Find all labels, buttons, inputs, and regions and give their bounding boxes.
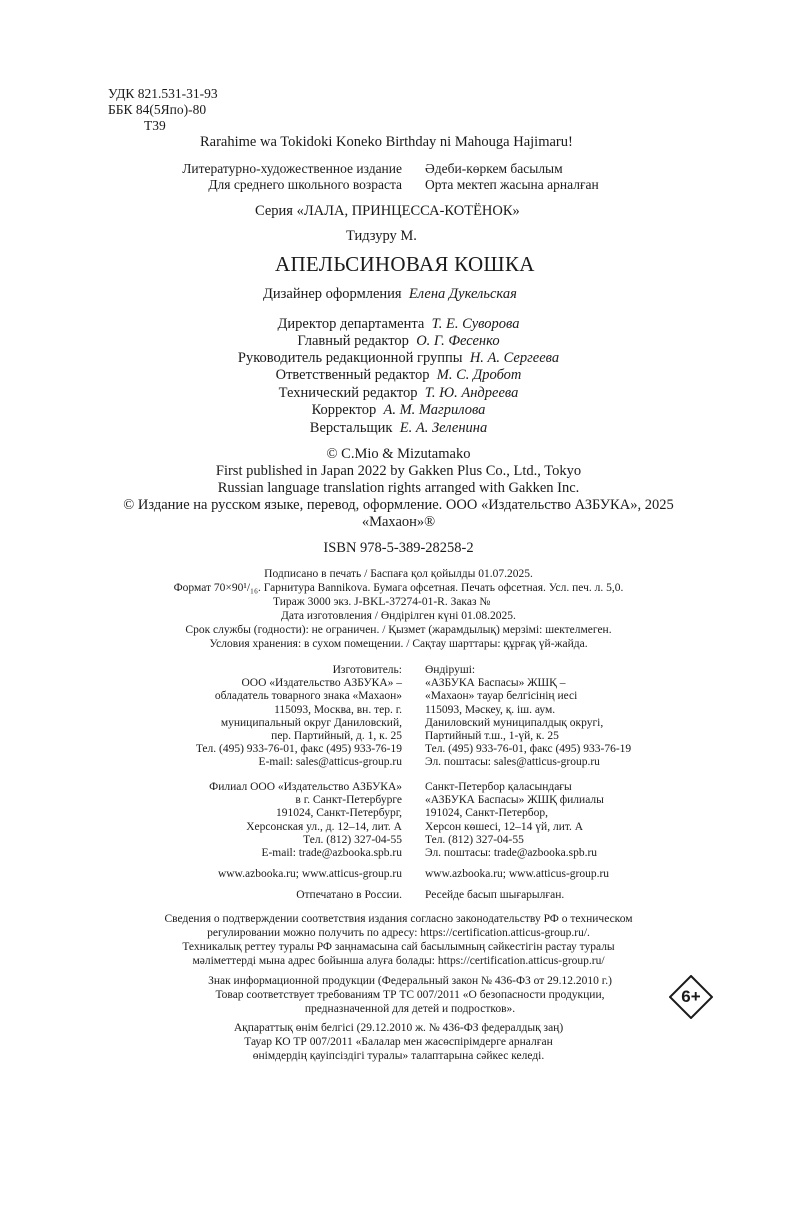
info-sign-ru-line: Знак информационной продукции (Федеральный закон № 436-ФЗ от 29.12.2010 г.) xyxy=(208,975,612,987)
info-sign-ru-line: Товар соответствует требованиям ТР ТС 007/2011 «О безопасности продукции, xyxy=(215,989,605,1001)
audience-kz: Орта мектеп жасына арналған xyxy=(425,177,599,192)
certification-line: мәліметтерді мына адрес бойынша алуға болады: https://certification.atticus-group.ru/ xyxy=(192,955,605,967)
print-info-line: Тираж 3000 экз. J-BKL-37274-01-R. Заказ № xyxy=(273,596,491,608)
certification-line: Сведения о подтверждении соответствия издания согласно законодательству РФ о техническом xyxy=(164,913,633,925)
copyright-line-3: Russian language translation rights arranged with Gakken Inc. xyxy=(217,480,580,496)
author-mark: Т39 xyxy=(144,118,166,133)
info-sign-kz-line: өнімдердің қауіпсіздігі туралы» талаптарына сәйкес келеді. xyxy=(252,1050,545,1062)
branch-kz: Санкт-Петербор қаласындағы «АЗБУКА Баспасы» ЖШҚ филиалы 191024, Санкт-Петербор, Херсон көшесі, 12–14 үй, лит. А Тел. (812) 327-04-55 Эл. поштасы: trade@azbooka.spb.ru xyxy=(425,781,604,859)
info-sign-ru-line: предназначенной для детей и подростков». xyxy=(304,1003,516,1015)
original-title: Rarahime wa Tokidoki Koneko Birthday ni Mahouga Hajimaru! xyxy=(200,134,573,150)
print-info-line: Условия хранения: в сухом помещении. / Сақтау шарттары: құрғақ үй-жайда. xyxy=(209,638,588,650)
age-rating-label: 6+ xyxy=(681,987,701,1006)
author-name: Тидзуру М. xyxy=(346,228,417,244)
print-info-line: Формат 70×90¹/₁₆. Гарнитура Bannikova. Бумага офсетная. Печать офсетная. Усл. печ. л. 5,0. xyxy=(173,582,624,594)
copyright-line-2: First published in Japan 2022 by Gakken Plus Co., Ltd., Tokyo xyxy=(215,463,582,479)
audience-ru: Для среднего школьного возраста xyxy=(208,177,402,192)
info-sign-kz-line: Ақпараттық өнім белгісі (29.12.2010 ж. № 436-ФЗ федералдық заң) xyxy=(233,1022,564,1034)
copyright-line-1: © C.Mio & Mizutamako xyxy=(326,446,471,462)
credit-line: Директор департамента Т. Е. Суворова xyxy=(277,316,520,332)
udk-code: УДК 821.531-31-93 xyxy=(108,86,218,101)
series-line: Серия «ЛАЛА, ПРИНЦЕССА-КОТЁНОК» xyxy=(255,203,520,219)
branch-ru: Филиал ООО «Издательство АЗБУКА» в г. Санкт-Петербурге 191024, Санкт-Петербург, Херсонская ул., д. 12–14, лит. А Тел. (812) 327-04-55 E-mail: trade@azbooka.spb.ru xyxy=(209,781,402,859)
credit-line: Корректор А. М. Магрилова xyxy=(311,402,486,418)
book-title: АПЕЛЬСИНОВАЯ КОШКА xyxy=(275,252,535,276)
isbn: ISBN 978-5-389-28258-2 xyxy=(323,540,474,556)
bbk-code: ББК 84(5Япо)-80 xyxy=(108,102,207,117)
certification-line: Техникалық реттеу туралы РФ заңнамасына сай басылымның сәйкестігін растау туралы xyxy=(182,941,615,953)
edition-type-kz: Әдеби-көркем басылым xyxy=(425,161,563,176)
credit-line: Ответственный редактор М. С. Дробот xyxy=(275,367,522,383)
print-info-line: Срок службы (годности): не ограничен. / Қызмет (жарамдылық) мерзімі: шектелмеген. xyxy=(185,624,612,636)
websites-ru: www.azbooka.ru; www.atticus-group.ru xyxy=(217,868,402,880)
designer-name: Елена Дукельская xyxy=(408,286,517,302)
copyright-line-4: © Издание на русском языке, перевод, оформление. ООО «Издательство АЗБУКА», 2025 xyxy=(123,497,674,513)
info-sign-kz-line: Тауар КО ТР 007/2011 «Балалар мен жасөспірімдерге арналған xyxy=(244,1036,553,1048)
credit-line: Главный редактор О. Г. Фесенко xyxy=(297,333,500,349)
copyright-line-5: «Махаон»® xyxy=(361,514,436,530)
credit-line: Технический редактор Т. Ю. Андреева xyxy=(278,385,519,401)
manufacturer-ru: Изготовитель: ООО «Издательство АЗБУКА» – обладатель товарного знака «Махаон» 115093, Москва, вн. тер. г. муниципальный округ Даниловский, пер. Партийный, д. 1, к. 25 Тел. (495) 933-76-01, факс (495) 933-76-19 E-mail: sales@atticus-group.ru xyxy=(195,664,402,769)
age-rating-badge xyxy=(669,975,713,1019)
manufacturer-kz: Өндіруші: «АЗБУКА Баспасы» ЖШҚ – «Махаон» тауар белгісінің иесі 115093, Мәскеу, қ. іш. аум. Даниловский муниципалдық округі, Партийный т.ш., 1-үй, к. 25 Тел. (495) 933-76-01, факс (495) 933-76-19 Эл. поштасы: sales@atticus-group.ru xyxy=(425,664,632,769)
credit-line: Руководитель редакционной группы Н. А. Сергеева xyxy=(237,350,560,366)
designer-role: Дизайнер оформления xyxy=(263,286,402,302)
credit-line: Верстальщик Е. А. Зеленина xyxy=(309,420,488,436)
print-info-line: Подписано в печать / Баспаға қол қойылды 01.07.2025. xyxy=(264,568,533,580)
certification-line: регулировании можно получить по адресу: https://certification.atticus-group.ru/. xyxy=(207,927,590,939)
designer-line xyxy=(263,286,517,303)
edition-type-ru: Литературно-художественное издание xyxy=(182,161,402,176)
printed-in-kz: Ресейде басып шығарылған. xyxy=(425,889,565,901)
printed-in-ru: Отпечатано в России. xyxy=(296,889,402,901)
print-info-line: Дата изготовления / Өндірілген күні 01.08.2025. xyxy=(281,610,516,622)
websites-kz: www.azbooka.ru; www.atticus-group.ru xyxy=(425,868,610,880)
